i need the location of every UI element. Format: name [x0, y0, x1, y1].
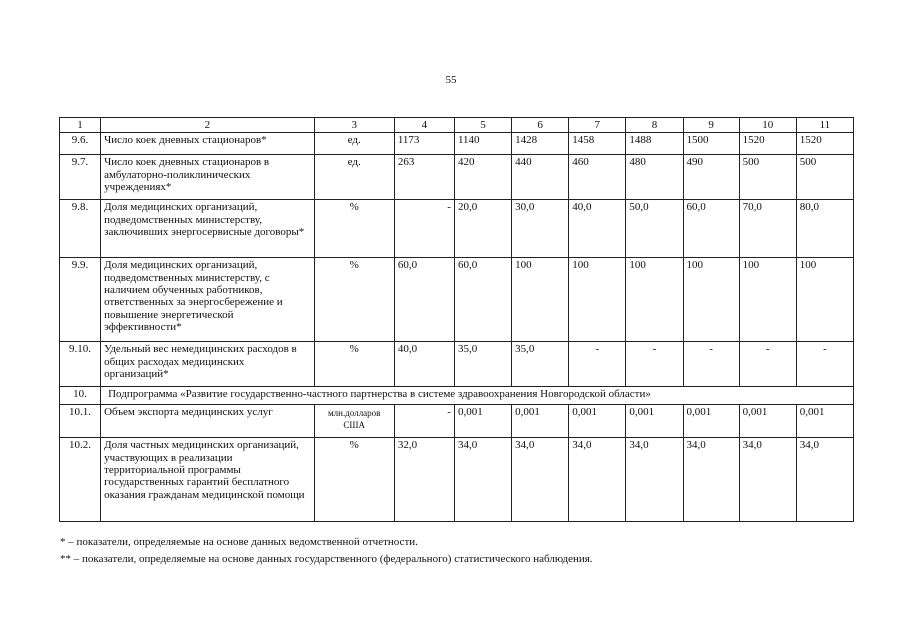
header-row — [60, 118, 854, 133]
value-cell: 1173 — [394, 133, 454, 155]
value-cell: 0,001 — [454, 405, 511, 438]
value-cell: - — [796, 342, 853, 387]
value-cell: 1458 — [569, 133, 626, 155]
value-cell: - — [626, 342, 683, 387]
value-cell: 70,0 — [739, 200, 796, 258]
header-cell: 1 — [60, 118, 101, 133]
subprogram-title: Подпрограмма «Развитие государственно-частного партнерства в системе здравоохранения Новгородской области» — [101, 387, 854, 405]
row-number: 9.9. — [60, 258, 101, 342]
table-row — [60, 405, 854, 438]
value-cell: 1520 — [739, 133, 796, 155]
value-cell: 34,0 — [512, 438, 569, 522]
value-cell: 80,0 — [796, 200, 853, 258]
value-cell: 100 — [512, 258, 569, 342]
value-cell: 480 — [626, 155, 683, 200]
value-cell: 35,0 — [512, 342, 569, 387]
value-cell: 34,0 — [454, 438, 511, 522]
row-number: 9.10. — [60, 342, 101, 387]
subprogram-row — [60, 387, 854, 405]
value-cell: 100 — [569, 258, 626, 342]
row-number: 9.7. — [60, 155, 101, 200]
table-row — [60, 200, 854, 258]
value-cell: - — [394, 405, 454, 438]
unit-cell: ед. — [314, 155, 394, 200]
header-cell: 3 — [314, 118, 394, 133]
value-cell: 0,001 — [512, 405, 569, 438]
header-cell: 11 — [796, 118, 853, 133]
footnote — [60, 551, 860, 568]
header-cell: 10 — [739, 118, 796, 133]
indicator-name: Доля медицинских организаций, подведомственных министерству, с наличием обученных работников, ответственных за энергосбережение и повышение энергетической эффективности* — [101, 258, 315, 342]
value-cell: 30,0 — [512, 200, 569, 258]
value-cell: 35,0 — [454, 342, 511, 387]
header-cell: 8 — [626, 118, 683, 133]
unit-cell: % — [314, 342, 394, 387]
value-cell: 1500 — [683, 133, 739, 155]
value-cell: 40,0 — [569, 200, 626, 258]
table-row — [60, 133, 854, 155]
footnote-text: – показатели, определяемые на основе данных государственного (федерального) статистического наблюдения. — [73, 552, 593, 565]
unit-cell: % — [314, 258, 394, 342]
value-cell: 1140 — [454, 133, 511, 155]
value-cell: 0,001 — [683, 405, 739, 438]
value-cell: 34,0 — [569, 438, 626, 522]
value-cell: 490 — [683, 155, 739, 200]
indicator-name: Удельный вес немедицинских расходов в общих расходах медицинских организаций* — [101, 342, 315, 387]
table-body — [60, 118, 854, 522]
value-cell: 0,001 — [626, 405, 683, 438]
value-cell: 40,0 — [394, 342, 454, 387]
value-cell: 263 — [394, 155, 454, 200]
value-cell: 60,0 — [683, 200, 739, 258]
value-cell: 32,0 — [394, 438, 454, 522]
value-cell: 34,0 — [626, 438, 683, 522]
row-number: 10. — [60, 387, 101, 405]
value-cell: 60,0 — [394, 258, 454, 342]
value-cell: 100 — [796, 258, 853, 342]
unit-cell: % — [314, 200, 394, 258]
page-number: 55 — [445, 74, 457, 86]
row-number: 10.2. — [60, 438, 101, 522]
value-cell: - — [569, 342, 626, 387]
indicator-name: Число коек дневных стационаров в амбулаторно-поликлинических учреждениях* — [101, 155, 315, 200]
footnote-mark: * — [60, 536, 66, 548]
table-row — [60, 342, 854, 387]
header-cell: 7 — [569, 118, 626, 133]
value-cell: 460 — [569, 155, 626, 200]
value-cell: 500 — [739, 155, 796, 200]
value-cell: 440 — [512, 155, 569, 200]
indicator-name: Число коек дневных стационаров* — [101, 133, 315, 155]
row-number: 10.1. — [60, 405, 101, 438]
value-cell: 100 — [683, 258, 739, 342]
value-cell: 34,0 — [683, 438, 739, 522]
indicator-name: Объем экспорта медицинских услуг — [101, 405, 315, 438]
value-cell: 60,0 — [454, 258, 511, 342]
footnotes — [60, 534, 860, 567]
unit-cell: ед. — [314, 133, 394, 155]
value-cell: 1488 — [626, 133, 683, 155]
value-cell: 100 — [626, 258, 683, 342]
unit-cell: % — [314, 438, 394, 522]
value-cell: 0,001 — [569, 405, 626, 438]
row-number: 9.8. — [60, 200, 101, 258]
value-cell: - — [739, 342, 796, 387]
value-cell: 20,0 — [454, 200, 511, 258]
value-cell: 420 — [454, 155, 511, 200]
value-cell: 1520 — [796, 133, 853, 155]
value-cell: - — [683, 342, 739, 387]
header-cell: 6 — [512, 118, 569, 133]
value-cell: 34,0 — [739, 438, 796, 522]
table-row — [60, 258, 854, 342]
value-cell: 1428 — [512, 133, 569, 155]
table-row — [60, 155, 854, 200]
footnote-text: – показатели, определяемые на основе данных ведомственной отчетности. — [68, 536, 418, 548]
row-number: 9.6. — [60, 133, 101, 155]
footnote-mark: ** — [60, 552, 71, 565]
value-cell: 50,0 — [626, 200, 683, 258]
footnote — [60, 534, 860, 551]
header-cell: 2 — [101, 118, 315, 133]
header-cell: 4 — [394, 118, 454, 133]
value-cell: 0,001 — [796, 405, 853, 438]
indicator-name: Доля частных медицинских организаций, участвующих в реализации территориальной программы государственных гарантий бесплатного оказания гражданам медицинской помощи — [101, 438, 315, 522]
value-cell: 500 — [796, 155, 853, 200]
table-row — [60, 438, 854, 522]
header-cell: 9 — [683, 118, 739, 133]
unit-cell: млн.долларов США — [314, 405, 394, 438]
indicators-table — [59, 117, 854, 522]
header-cell: 5 — [454, 118, 511, 133]
value-cell: 0,001 — [739, 405, 796, 438]
value-cell: - — [394, 200, 454, 258]
indicator-name: Доля медицинских организаций, подведомственных министерству, заключивших энергосервисные договоры* — [101, 200, 315, 258]
value-cell: 34,0 — [796, 438, 853, 522]
value-cell: 100 — [739, 258, 796, 342]
